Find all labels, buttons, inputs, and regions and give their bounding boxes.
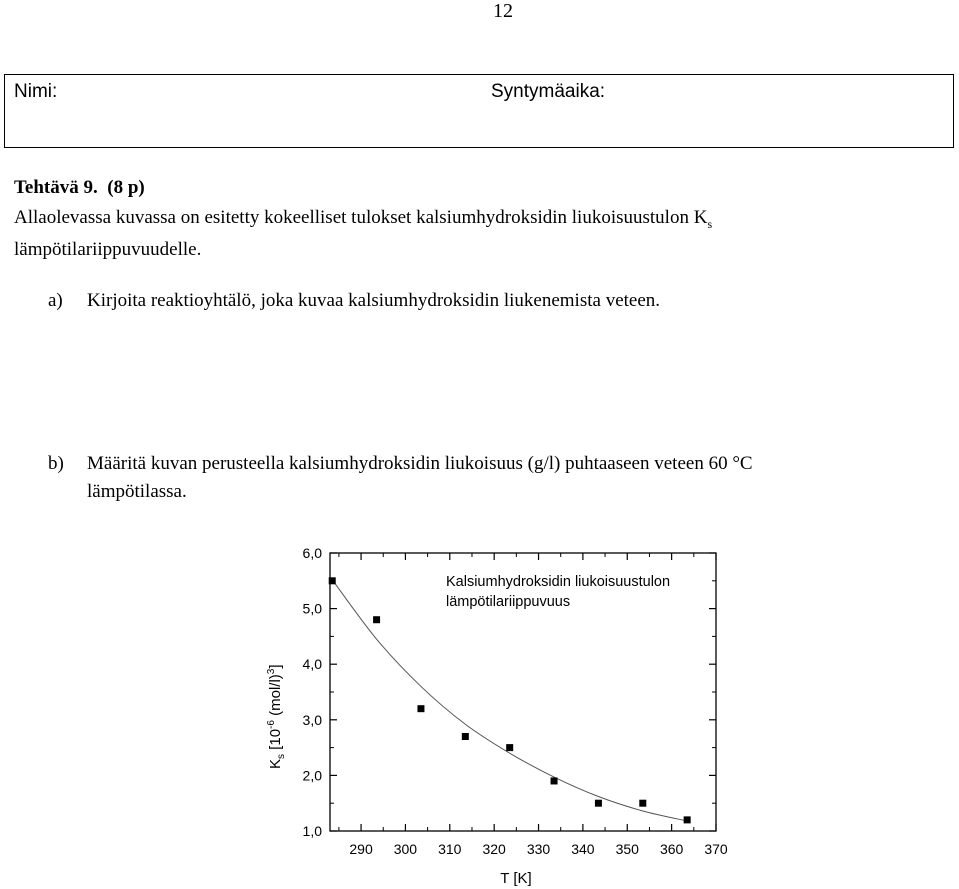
data-point — [417, 705, 424, 712]
y-label-exp: -6 — [266, 720, 277, 729]
x-tick-label: 300 — [393, 841, 418, 857]
task-intro — [14, 205, 954, 263]
y-tick-label: 2,0 — [302, 767, 322, 784]
x-tick-label: 370 — [704, 841, 728, 857]
chart-title-line2: lämpötilariippuvuus — [446, 594, 571, 610]
question-a-marker: a) — [48, 290, 63, 311]
data-points — [329, 577, 691, 823]
y-label-close: ] — [267, 664, 284, 669]
y-label-rest: [10 — [267, 728, 284, 754]
y-tick-label: 3,0 — [302, 711, 322, 728]
intro-end: lämpötilariippuvuudelle. — [14, 238, 202, 260]
birthdate-label: Syntymäaika: — [491, 81, 606, 102]
name-label: Nimi: — [14, 81, 58, 102]
intro-text: Allaolevassa kuvassa on esitetty kokeelliset tulokset kalsiumhydroksidin liukoisuustulon K — [14, 207, 708, 228]
x-tick-label: 360 — [659, 841, 684, 857]
x-axis-label: T [K] — [500, 870, 532, 887]
x-tick-label: 350 — [615, 841, 639, 857]
x-tick-label: 290 — [349, 841, 373, 857]
y-tick-label: 5,0 — [302, 600, 322, 617]
y-axis-label — [266, 664, 287, 769]
question-a-text: Kirjoita reaktioyhtälö, joka kuvaa kalsiumhydroksidin liukenemista veteen. — [87, 290, 661, 311]
x-tick-label: 320 — [482, 841, 506, 857]
question-b-line2: lämpötilassa. — [87, 481, 187, 502]
question-b-marker: b) — [48, 453, 64, 474]
task-points: (8 p) — [107, 177, 145, 198]
name-box — [4, 74, 954, 148]
page-number: 12 — [493, 0, 513, 22]
data-point — [373, 616, 380, 623]
task-title — [14, 177, 145, 199]
data-point — [329, 577, 336, 584]
data-point — [506, 744, 513, 751]
y-label-sub: s — [276, 753, 287, 759]
data-point — [684, 816, 691, 823]
y-tick-label: 1,0 — [302, 823, 322, 839]
solubility-chart — [258, 532, 728, 889]
intro-subscript: s — [707, 216, 713, 231]
fit-curve — [332, 580, 687, 821]
data-point — [639, 800, 646, 807]
data-point — [595, 800, 602, 807]
y-tick-label: 6,0 — [302, 545, 322, 561]
x-tick-label: 330 — [526, 841, 551, 857]
chart-title-line1: Kalsiumhydroksidin liukoisuustulon — [446, 574, 671, 590]
y-label-main: K — [267, 758, 284, 769]
y-label-unit: (mol/l) — [267, 674, 284, 721]
data-point — [551, 777, 558, 784]
x-tick-label: 340 — [571, 841, 595, 857]
task-number: Tehtävä 9. — [14, 177, 98, 198]
data-point — [462, 733, 469, 740]
question-b-line1: Määritä kuvan perusteella kalsiumhydroksidin liukoisuus (g/l) puhtaaseen veteen 60 °C — [87, 453, 753, 474]
x-tick-label: 310 — [438, 841, 462, 857]
y-tick-label: 4,0 — [302, 656, 322, 673]
y-label-unit-exp: 3 — [266, 668, 277, 675]
